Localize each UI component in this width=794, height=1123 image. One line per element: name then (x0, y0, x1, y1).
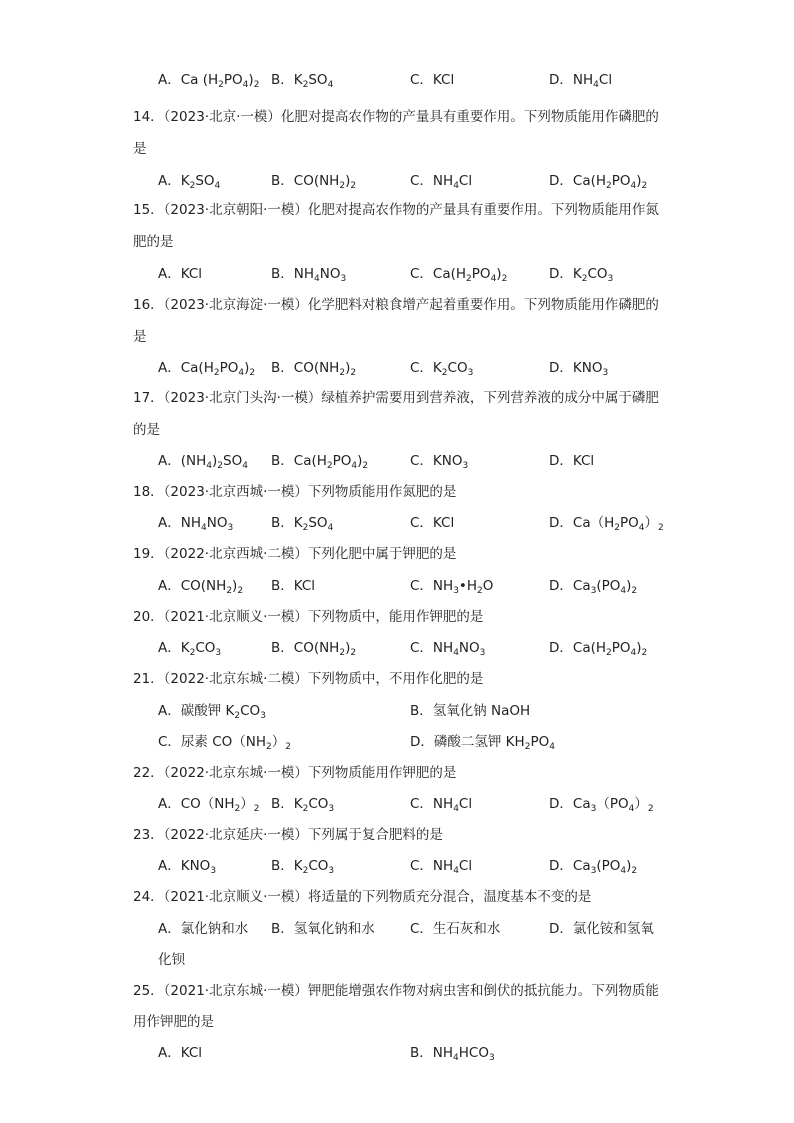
option-c: C．$NH_3•H_2O$ (410, 578, 494, 596)
option-d: D．磷酸二氢钾 $KH_2PO_4$ (410, 734, 555, 752)
option-c: C．$Ca(H_2PO_4)_2$ (410, 266, 508, 284)
option-a: A．氯化钠和水 (158, 921, 249, 937)
question-options (158, 1043, 758, 1063)
option-b: B．$CO(NH_2)_2$ (271, 173, 357, 191)
q13-options (158, 70, 758, 90)
option-c: C．$NH_4NO_3$ (410, 640, 486, 658)
question-options (158, 358, 758, 378)
option-d: D．$KNO_3$ (549, 360, 609, 378)
option-c: C．$NH_4Cl$ (410, 858, 473, 876)
question-stem-continued: 肥的是 (133, 234, 174, 250)
option-c: C．生石灰和水 (410, 921, 501, 937)
question-stem: 20．（2021·北京顺义·一模）下列物质中，能用作钾肥的是 (133, 609, 484, 625)
question-options (158, 919, 758, 939)
option-b: B．$K_2SO_4$ (271, 72, 334, 90)
option-a: A．碳酸钾 $K_2CO_3$ (158, 703, 266, 721)
option-b: B．$K_2CO_3$ (271, 858, 335, 876)
option-b: B．氢氧化钠 NaOH (410, 703, 531, 719)
option-a: A．$NH_4NO_3$ (158, 515, 234, 533)
question-stem: 17．（2023·北京门头沟·一模）绿植养护需要用到营养液，下列营养液的成分中属于磷肥 (133, 390, 659, 406)
question-options (158, 638, 758, 658)
option-d: D．$NH_4Cl$ (549, 72, 613, 90)
question-stem: 24．（2021·北京顺义·一模）将适量的下列物质充分混合，温度基本不变的是 (133, 889, 592, 905)
question-stem-continued: 是 (133, 141, 147, 157)
option-b: B．$CO(NH_2)_2$ (271, 360, 357, 378)
option-d-continued: 化钡 (158, 952, 185, 968)
question-options (158, 856, 758, 876)
option-a: A．$K_2CO_3$ (158, 640, 222, 658)
option-b: B．氢氧化钠和水 (271, 921, 375, 937)
question-options (158, 171, 758, 191)
option-c: C．$NH_4Cl$ (410, 173, 473, 191)
option-d: D．KCl (549, 453, 595, 469)
question-stem: 16．（2023·北京海淀·一模）化学肥料对粮食增产起着重要作用。下列物质能用作磷肥的 (133, 297, 659, 313)
question-options-row-1 (158, 701, 758, 721)
question-options (158, 576, 758, 596)
question-stem: 15．（2023·北京朝阳·一模）化肥对提高农作物的产量具有重要作用。下列物质能用作氮 (133, 202, 659, 218)
question-stem: 25．（2021·北京东城·一模）钾肥能增强农作物对病虫害和倒伏的抵抗能力。下列物质能 (133, 983, 659, 999)
option-b: B．$Ca(H_2PO_4)_2$ (271, 453, 369, 471)
question-options-row-2 (158, 732, 758, 752)
option-a: A．$K_2SO_4$ (158, 173, 221, 191)
option-d: D．$Ca(H_2PO_4)_2$ (549, 515, 664, 533)
question-stem: 14．（2023·北京·一模）化肥对提高农作物的产量具有重要作用。下列物质能用作磷肥的 (133, 109, 659, 125)
option-d: D．$Ca(H_2PO_4)_2$ (549, 173, 648, 191)
option-c: C．KCl (410, 515, 455, 531)
option-b: B．$CO(NH_2)_2$ (271, 640, 357, 658)
question-stem: 22．（2022·北京东城·一模）下列物质能用作钾肥的是 (133, 765, 457, 781)
question-stem-continued: 是 (133, 329, 147, 345)
question-options (158, 451, 758, 471)
option-c: C．$NH_4Cl$ (410, 796, 473, 814)
question-stem-continued: 的是 (133, 422, 160, 438)
option-a: A．KCl (158, 266, 203, 282)
question-stem-continued: 用作钾肥的是 (133, 1014, 214, 1030)
option-c: C．KCl (410, 72, 455, 88)
option-b: B．$K_2SO_4$ (271, 515, 334, 533)
option-c: C．尿素 $CO(NH_2)_2$ (158, 734, 291, 752)
question-stem: 19．（2022·北京西城·二模）下列化肥中属于钾肥的是 (133, 546, 457, 562)
option-d: D．$K_2CO_3$ (549, 266, 614, 284)
option-c: C．$KNO_3$ (410, 453, 469, 471)
question-stem: 23．（2022·北京延庆·一模）下列属于复合肥料的是 (133, 827, 443, 843)
option-d: D．$Ca_3(PO_4)_2$ (549, 578, 638, 596)
option-d: D．氯化铵和氢氧 (549, 921, 654, 937)
option-b: B．KCl (271, 578, 316, 594)
question-stem: 18．（2023·北京西城·一模）下列物质能用作氮肥的是 (133, 484, 457, 500)
option-d: D．$Ca_3(PO_4)_2$ (549, 796, 654, 814)
option-b: B．$NH_4HCO_3$ (410, 1045, 495, 1063)
option-d: D．$Ca(H_2PO_4)_2$ (549, 640, 648, 658)
question-options (158, 513, 758, 533)
option-a: A．KCl (158, 1045, 203, 1061)
option-c: C．$K_2CO_3$ (410, 360, 474, 378)
option-a: A．$(NH_4)_2SO_4$ (158, 453, 248, 471)
option-a: A．$KNO_3$ (158, 858, 217, 876)
option-a: A．Ca $(H_2PO_4)_2$ (158, 72, 260, 90)
option-b: B．$NH_4NO_3$ (271, 266, 347, 284)
option-a: A．$Ca(H_2PO_4)_2$ (158, 360, 256, 378)
question-stem: 21．（2022·北京东城·二模）下列物质中，不用作化肥的是 (133, 671, 484, 687)
question-options (158, 794, 758, 814)
option-a: A．$CO(NH_2)_2$ (158, 796, 260, 814)
question-options (158, 264, 758, 284)
option-d: D．$Ca_3(PO_4)_2$ (549, 858, 638, 876)
option-a: A．$CO(NH_2)_2$ (158, 578, 244, 596)
option-b: B．$K_2CO_3$ (271, 796, 335, 814)
